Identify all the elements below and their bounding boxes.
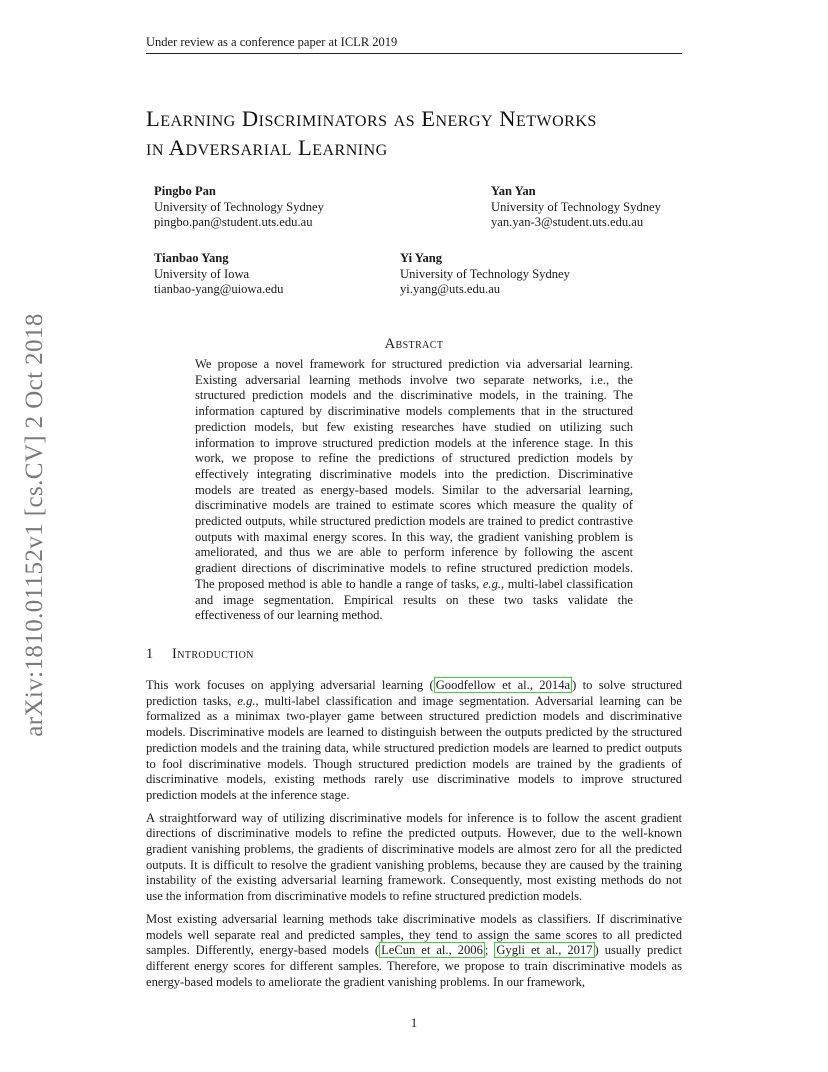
author-affiliation: University of Technology Sydney [154, 199, 324, 214]
arxiv-watermark [20, 294, 50, 756]
paragraph-text: ) usually predict different energy scores for different samples. Therefore, we propose to train discriminative models as energy-based models to ameliorate the gradient vanishing problems. In our framework, [146, 943, 682, 989]
section-body [146, 678, 682, 997]
paragraph-text: , multi-label classification and image segmentation. Adversarial learning can be formalized as a minimax two-player game between structured prediction models and discriminative models. Discriminative models are learned to distinguish between the outputs predicted by the structured prediction models and the training data, while structured prediction models are learned to predict outputs to fool discriminative models. Though structured prediction models are trained by the gradients of discriminative models, existing methods rarely use discriminative models to improve structured prediction models at the inference stage. [146, 693, 682, 802]
section-number: 1 [146, 646, 154, 662]
paragraph: A straightforward way of utilizing discriminative models for inference is to follow the ascent gradient directions of discriminative models to refine the predicted outputs. However, due to the well-known gradient vanishing problems, the gradients of discriminative models are almost zero for all the predicted outputs. It is difficult to resolve the gradient vanishing problems, because they are caused by the training instability of the existing adversarial learning framework. Consequently, most existing methods do not use the information from discriminative models to refine structured prediction models. [146, 810, 682, 904]
page-number: 1 [410, 1016, 418, 1030]
abstract-part-1: We propose a novel framework for structured prediction via adversarial learning. Existing adversarial learning methods involve two separate networks, i.e., the structured prediction models and the discriminative models, in the training. The information captured by discriminative models complements that in the structured prediction models, but few existing researches have studied on utilizing such information to improve structured prediction models at the inference stage. In this work, we propose to refine the predictions of structured prediction models by effectively integrating discriminative models into the prediction. Discriminative models are treated as energy-based models. Similar to the adversarial learning, discriminative models are trained to estimate scores which measure the quality of predicted outputs, while structured prediction models are trained to predict contrastive outputs with maximal energy scores. In this way, the gradient vanishing problem is ameliorated, and thus we are able to perform inference by following the ascent gradient directions of discriminative models to refine structured prediction models. The proposed method is able to handle a range of tasks, [195, 357, 633, 591]
author-block [154, 184, 324, 231]
author-name: Yi Yang [400, 251, 443, 265]
abstract-part-2: , multi-label classification and image segmentation. Empirical results on these two tasks validate the effectiveness of our learning method. [195, 576, 633, 623]
citation-link[interactable]: LeCun et al., 2006 [381, 943, 483, 958]
author-block [154, 251, 283, 298]
citation-link[interactable]: Goodfellow et al., 2014a [435, 678, 571, 692]
paragraph-text: Most existing adversarial learning methods take discriminative models as classifiers. If discriminative models well separate real and predicted samples, they tend to assign the same scores to all predicted samples. Differently, energy-based models ( [146, 911, 682, 958]
running-header: Under review as a conference paper at ICLR 2019 [146, 35, 398, 49]
paragraph [146, 678, 682, 804]
author-email[interactable]: tianbao-yang@uiowa.edu [154, 282, 284, 296]
paragraph [146, 912, 682, 991]
citation-link[interactable]: Gygli et al., 2017 [496, 943, 593, 958]
abstract-heading: Abstract [384, 336, 444, 352]
author-email[interactable]: yan.yan-3@student.uts.edu.au [491, 215, 644, 229]
paragraph-text: This work focuses on applying adversarial learning ( [146, 678, 434, 692]
author-email[interactable]: pingbo.pan@student.uts.edu.au [154, 215, 313, 229]
author-name: Tianbao Yang [154, 251, 229, 265]
section-title: Introduction [172, 646, 254, 662]
abstract-eg: e.g. [482, 576, 502, 591]
author-affiliation: University of Technology Sydney [491, 199, 661, 214]
title-line-1: Learning Discriminators as Energy Networks [146, 106, 597, 131]
arxiv-identifier: arXiv:1810.01152v1 [cs.CV] 2 Oct 2018 [21, 313, 48, 737]
author-block [491, 184, 661, 231]
author-block [400, 251, 570, 298]
paragraph-text-eg: e.g. [237, 693, 256, 708]
author-affiliation: University of Iowa [154, 266, 250, 281]
author-affiliation: University of Technology Sydney [400, 266, 570, 281]
abstract-text [195, 357, 633, 624]
paper-title [146, 104, 706, 162]
paragraph-text: ) to solve structured prediction tasks, [146, 678, 682, 708]
section-heading [146, 646, 254, 663]
author-email[interactable]: yi.yang@uts.edu.au [400, 282, 501, 296]
header-rule [146, 53, 682, 54]
title-line-2: in Adversarial Learning [146, 135, 388, 160]
author-name: Pingbo Pan [154, 184, 216, 198]
author-name: Yan Yan [491, 184, 536, 198]
citation-separator: ; [484, 943, 495, 958]
